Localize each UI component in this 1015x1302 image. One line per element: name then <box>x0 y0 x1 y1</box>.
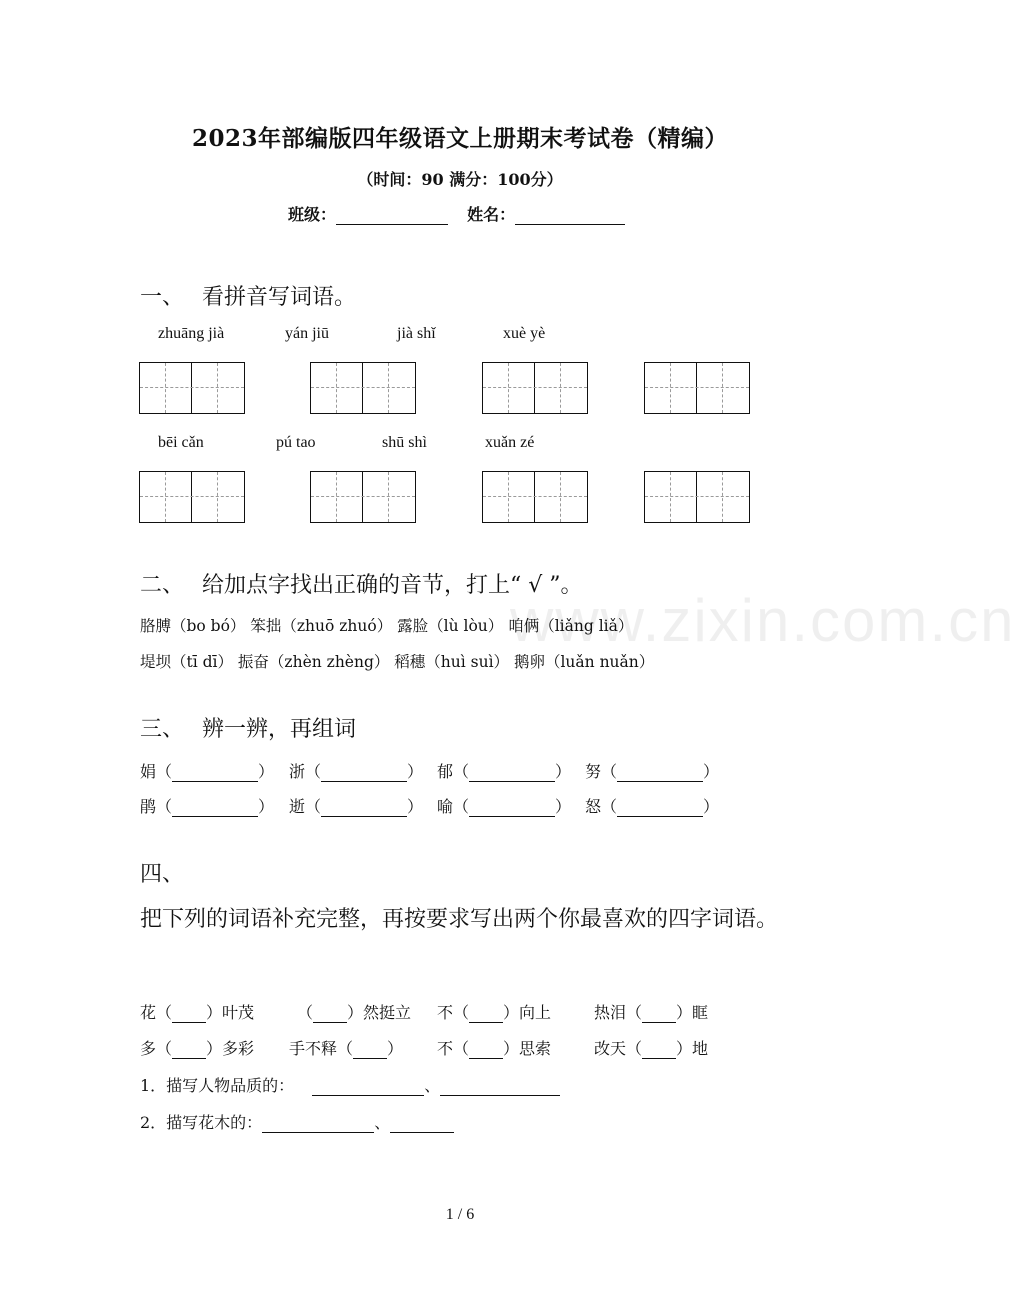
pinyin-label: zhuāng jià <box>158 325 225 342</box>
idiom-item: 花（ ）叶茂 <box>140 1003 255 1022</box>
idiom-item: 不（ ）向上 <box>437 1003 552 1022</box>
section-title: 辨一辨，再组词 <box>202 717 357 742</box>
section-4-number: 四、 <box>140 862 185 887</box>
word-item: 喻（ ） <box>437 797 572 816</box>
writing-grid[interactable] <box>310 471 416 523</box>
pinyin-label: xuè yè <box>503 325 546 342</box>
section-title: 给加点字找出正确的音节，打上“ √ ”。 <box>202 573 583 598</box>
idiom-item: 不（ ）思索 <box>437 1039 552 1058</box>
section-2-heading <box>140 568 583 599</box>
word-item: 郁（ ） <box>437 762 572 781</box>
word-item: 努（ ） <box>585 762 720 781</box>
page-number: 1 / 6 <box>445 1206 475 1223</box>
student-info <box>288 202 625 225</box>
section-title: 看拼音写词语。 <box>202 285 357 310</box>
answer-blank[interactable] <box>440 1077 560 1096</box>
word-item: 娟（ ） <box>140 762 275 781</box>
word-item: 逝（ ） <box>289 797 424 816</box>
pinyin-choice-line[interactable]: 胳膊（bo bó） 笨拙（zhuō zhuó） 露脸（lù lòu） 咱俩（liǎng liǎ） <box>140 617 634 635</box>
writing-grid[interactable] <box>139 471 245 523</box>
pinyin-label: yán jiū <box>285 325 329 342</box>
pinyin-label: jià shǐ <box>397 325 436 342</box>
question-2: 2．描写花木的： 、 <box>140 1110 454 1133</box>
name-label: 姓名： <box>467 205 516 224</box>
idiom-item: 多（ ）多彩 <box>140 1039 255 1058</box>
pinyin-label: bēi cǎn <box>158 434 204 451</box>
writing-grid[interactable] <box>482 471 588 523</box>
word-item: 浙（ ） <box>289 762 424 781</box>
word-item: 怒（ ） <box>585 797 720 816</box>
answer-blank[interactable] <box>262 1114 374 1133</box>
writing-grid[interactable] <box>310 362 416 414</box>
writing-grid[interactable] <box>139 362 245 414</box>
idiom-item: （ ）然挺立 <box>297 1003 412 1022</box>
pinyin-label: xuǎn zé <box>485 434 535 451</box>
section-number: 一、 <box>140 285 185 310</box>
answer-blank[interactable] <box>312 1077 424 1096</box>
writing-grid[interactable] <box>644 471 750 523</box>
section-number: 三、 <box>140 717 185 742</box>
section-4-title: 把下列的词语补充完整，再按要求写出两个你最喜欢的四字词语。 <box>140 907 779 932</box>
page-title: 2023年部编版四年级语文上册期末考试卷（精编） <box>191 125 728 152</box>
pinyin-choice-line[interactable]: 堤坝（tī dī） 振奋（zhèn zhèng） 稻穗（huì suì） 鹅卵（luǎn nuǎn） <box>140 653 655 671</box>
idiom-item: 改天（ ）地 <box>594 1039 709 1058</box>
writing-grid[interactable] <box>644 362 750 414</box>
name-blank[interactable] <box>515 206 625 225</box>
pinyin-label: shū shì <box>382 434 427 451</box>
question-1: 1．描写人物品质的： 、 <box>140 1073 560 1096</box>
section-3-heading <box>140 712 356 743</box>
class-label: 班级： <box>288 205 337 224</box>
pinyin-label: pú tao <box>276 434 316 451</box>
word-item: 鹃（ ） <box>140 797 275 816</box>
section-number: 二、 <box>140 573 185 598</box>
answer-blank[interactable] <box>390 1114 454 1133</box>
exam-info: （时间：90 满分：100分） <box>357 170 563 189</box>
class-blank[interactable] <box>336 206 448 225</box>
watermark: www.zixin.com.cn <box>510 587 1015 654</box>
idiom-item: 手不释（ ） <box>289 1039 404 1058</box>
idiom-item: 热泪（ ）眶 <box>594 1003 709 1022</box>
writing-grid[interactable] <box>482 362 588 414</box>
section-1-heading <box>140 280 356 311</box>
